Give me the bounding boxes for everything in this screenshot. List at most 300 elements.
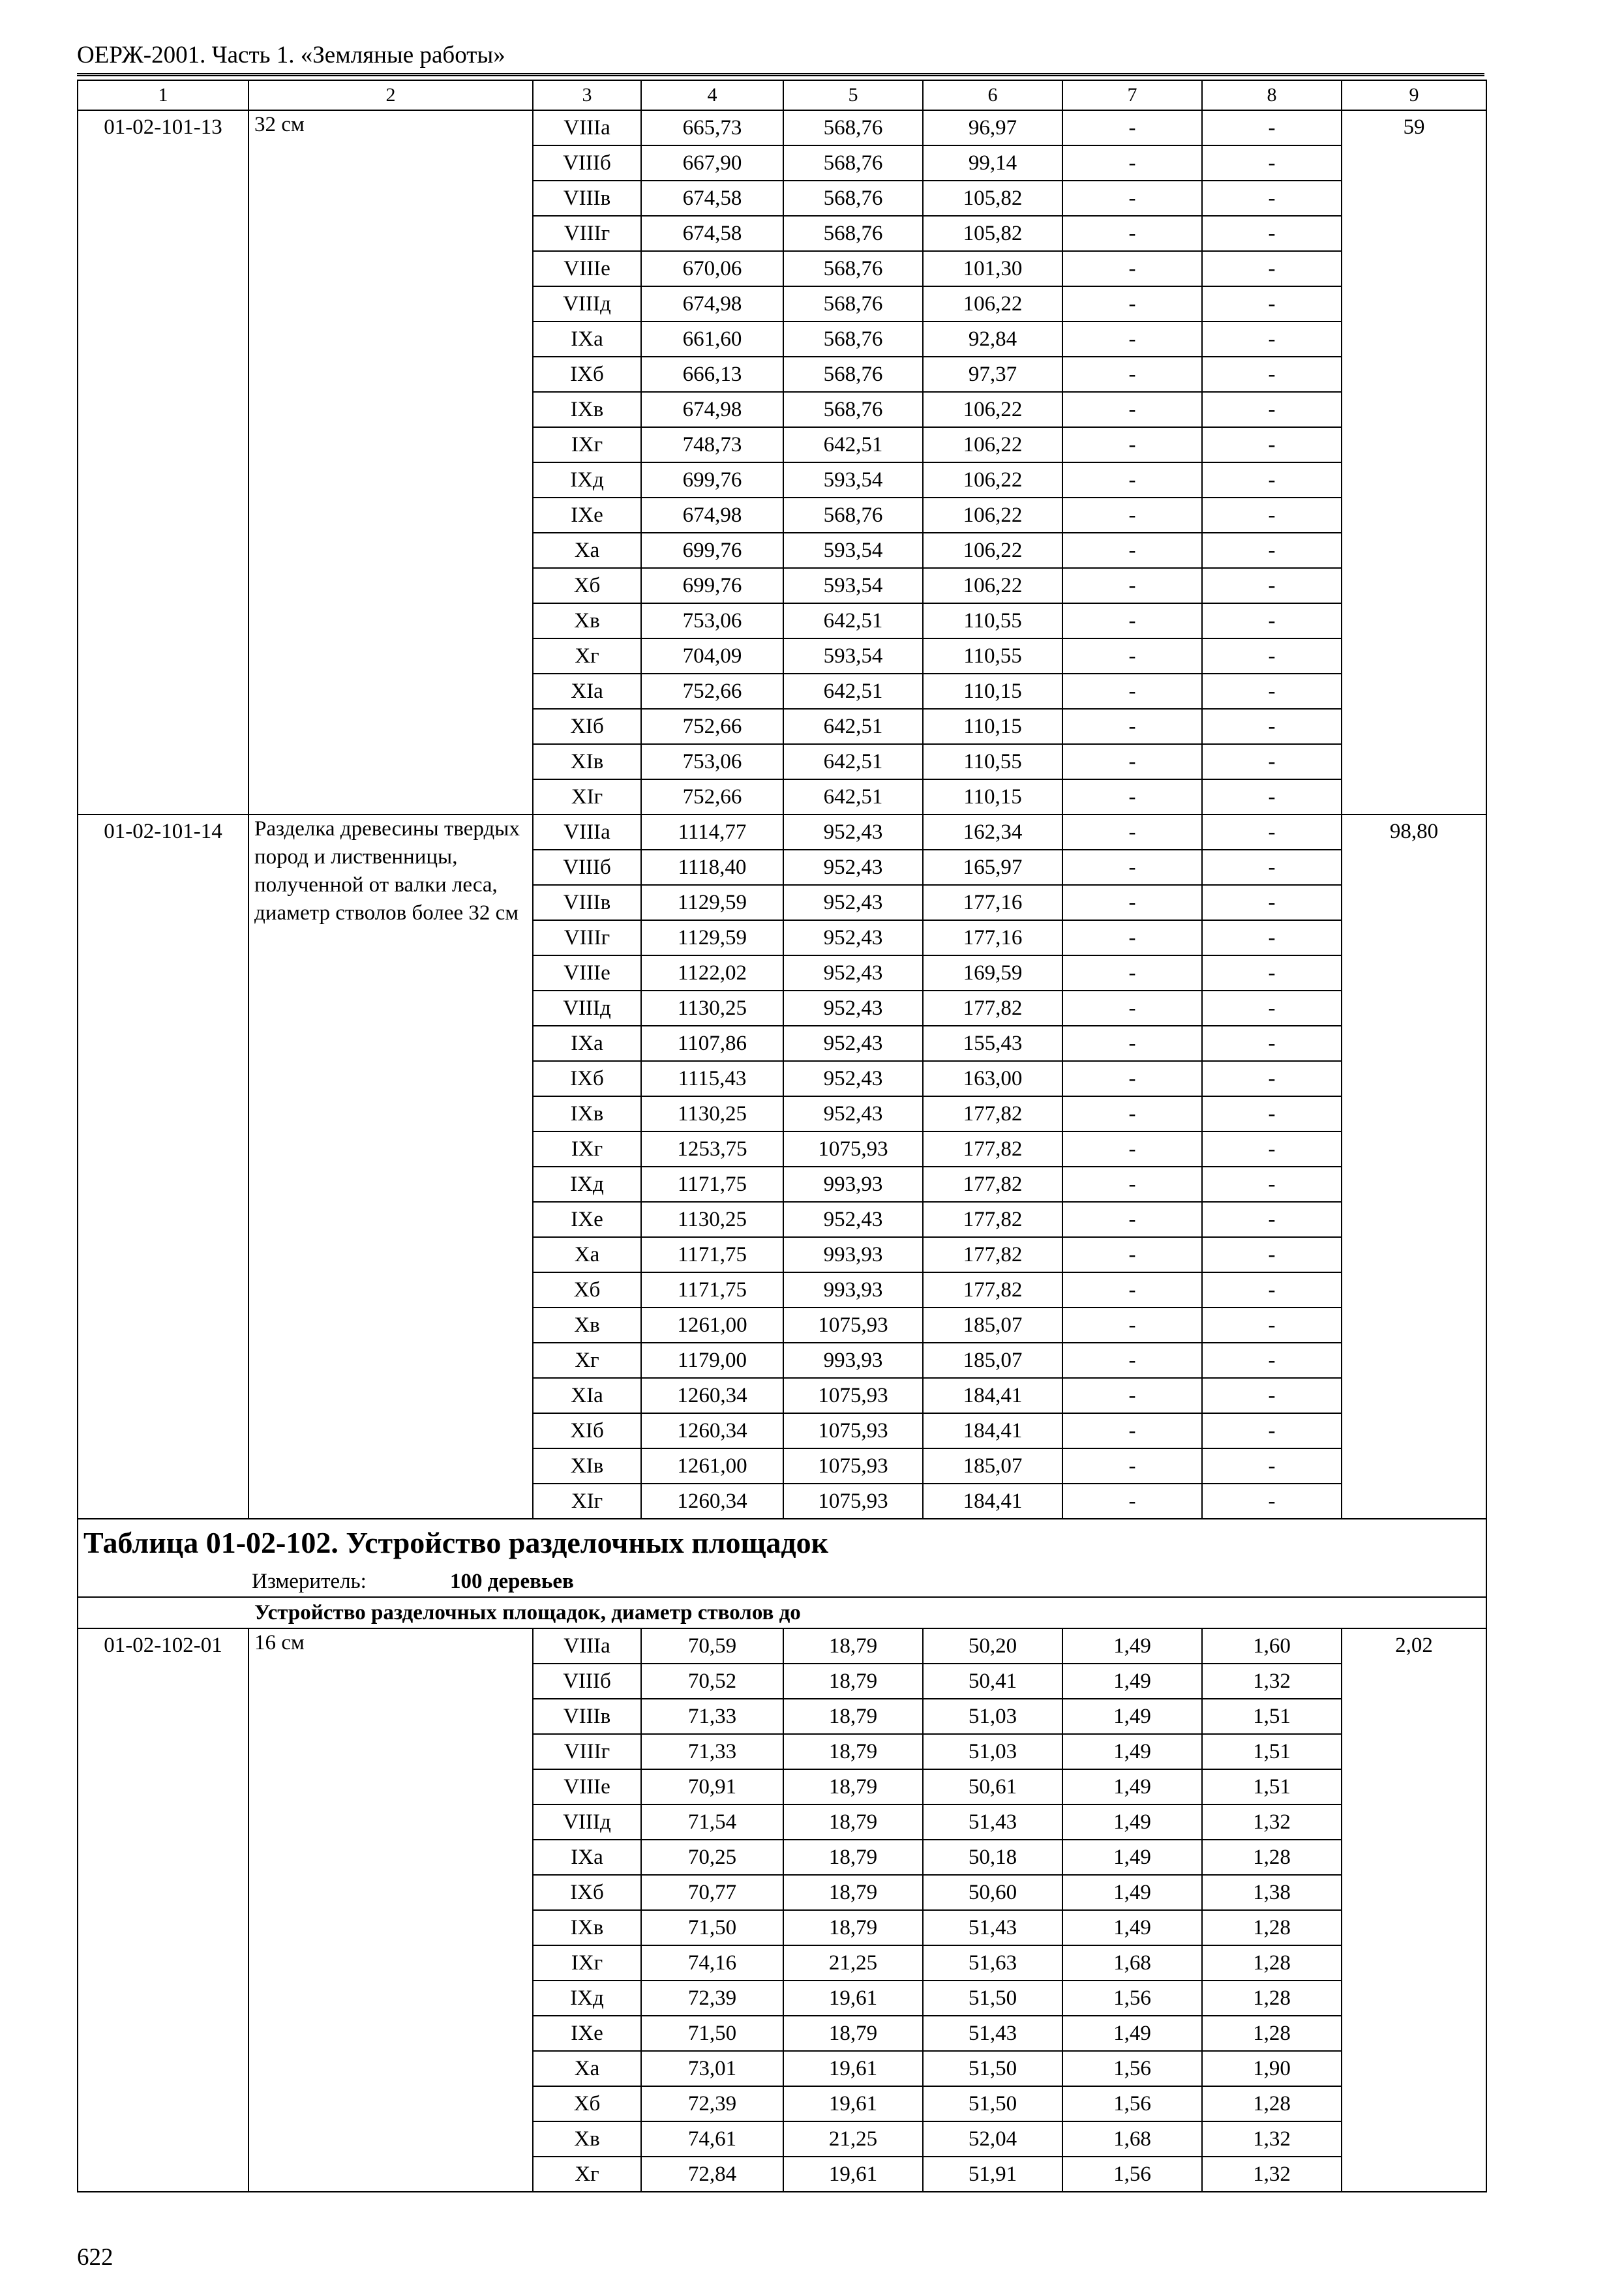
meter-cell (78, 1566, 1486, 1597)
machinist-wages: - (1062, 1131, 1202, 1167)
soil-group: VIIIе (533, 955, 641, 991)
materials: - (1202, 216, 1342, 251)
direct-costs: 670,06 (641, 251, 783, 286)
labor-wages: 1075,93 (783, 1378, 923, 1413)
machinist-wages: - (1062, 1308, 1202, 1343)
soil-group: VIIIб (533, 145, 641, 181)
machine-operation: 177,16 (923, 920, 1062, 955)
materials: - (1202, 991, 1342, 1026)
soil-group: IXа (533, 1840, 641, 1875)
machinist-wages: 1,56 (1062, 1981, 1202, 2016)
machinist-wages: - (1062, 815, 1202, 850)
labor-wages: 952,43 (783, 885, 923, 920)
machine-operation: 106,22 (923, 533, 1062, 568)
soil-group: Xб (533, 2086, 641, 2121)
soil-group: IXб (533, 1875, 641, 1910)
machine-operation: 51,63 (923, 1945, 1062, 1981)
soil-group: IXд (533, 1981, 641, 2016)
labor-wages: 18,79 (783, 1840, 923, 1875)
labor-wages: 19,61 (783, 2051, 923, 2086)
materials: - (1202, 533, 1342, 568)
soil-group: VIIIд (533, 286, 641, 322)
labor-wages: 593,54 (783, 533, 923, 568)
direct-costs: 1171,75 (641, 1272, 783, 1308)
machinist-wages: - (1062, 251, 1202, 286)
machine-operation: 51,43 (923, 2016, 1062, 2051)
materials: - (1202, 1448, 1342, 1484)
table-row (78, 1628, 1486, 1664)
machine-operation: 51,03 (923, 1699, 1062, 1734)
soil-group: VIIIд (533, 991, 641, 1026)
soil-group: IXг (533, 1131, 641, 1167)
machinist-wages: - (1062, 392, 1202, 427)
direct-costs: 674,98 (641, 286, 783, 322)
machine-operation: 106,22 (923, 427, 1062, 462)
machinist-wages: - (1062, 603, 1202, 638)
labor-wages: 642,51 (783, 674, 923, 709)
subheading: Устройство разделочных площадок, диаметр стволов до (78, 1597, 1486, 1628)
materials: - (1202, 286, 1342, 322)
soil-group: IXд (533, 1167, 641, 1202)
materials: 1,90 (1202, 2051, 1342, 2086)
direct-costs: 72,39 (641, 2086, 783, 2121)
direct-costs: 674,98 (641, 392, 783, 427)
materials: 1,32 (1202, 1804, 1342, 1840)
machine-operation: 155,43 (923, 1026, 1062, 1061)
soil-group: Xа (533, 1237, 641, 1272)
labor-wages: 1075,93 (783, 1484, 923, 1519)
materials: 1,28 (1202, 2016, 1342, 2051)
labor-wages: 568,76 (783, 357, 923, 392)
soil-group: IXе (533, 1202, 641, 1237)
machinist-wages: 1,49 (1062, 1628, 1202, 1664)
materials: - (1202, 603, 1342, 638)
norm-description: 32 см (248, 110, 533, 815)
direct-costs: 753,06 (641, 744, 783, 779)
machine-operation: 106,22 (923, 462, 1062, 498)
direct-costs: 1260,34 (641, 1413, 783, 1448)
machinist-wages: - (1062, 1167, 1202, 1202)
soil-group: IXб (533, 357, 641, 392)
labor-wages: 952,43 (783, 815, 923, 850)
machinist-wages: - (1062, 357, 1202, 392)
direct-costs: 699,76 (641, 462, 783, 498)
machine-operation: 50,41 (923, 1664, 1062, 1699)
machine-operation: 105,82 (923, 181, 1062, 216)
machinist-wages: - (1062, 638, 1202, 674)
machine-operation: 96,97 (923, 110, 1062, 145)
materials: - (1202, 955, 1342, 991)
soil-group: Xв (533, 603, 641, 638)
machine-operation: 106,22 (923, 498, 1062, 533)
machinist-wages: 1,56 (1062, 2051, 1202, 2086)
machine-operation: 50,60 (923, 1875, 1062, 1910)
subheading-row (78, 1597, 1486, 1628)
labor-wages: 21,25 (783, 2121, 923, 2157)
materials: - (1202, 181, 1342, 216)
soil-group: IXв (533, 1096, 641, 1131)
machinist-wages: - (1062, 1272, 1202, 1308)
soil-group: XIв (533, 744, 641, 779)
materials: - (1202, 850, 1342, 885)
column-number: 6 (923, 80, 1062, 110)
machinist-wages: - (1062, 110, 1202, 145)
labor-wages: 568,76 (783, 145, 923, 181)
column-number: 5 (783, 80, 923, 110)
meter-label: Измеритель: (252, 1570, 367, 1593)
machinist-wages: - (1062, 1413, 1202, 1448)
labor-wages: 642,51 (783, 744, 923, 779)
materials: - (1202, 1026, 1342, 1061)
machinist-wages: - (1062, 744, 1202, 779)
machinist-wages: 1,49 (1062, 1910, 1202, 1945)
direct-costs: 72,84 (641, 2157, 783, 2192)
machine-operation: 177,16 (923, 885, 1062, 920)
labor-cost: 98,80 (1342, 815, 1486, 1519)
direct-costs: 753,06 (641, 603, 783, 638)
materials: - (1202, 392, 1342, 427)
machinist-wages: - (1062, 181, 1202, 216)
direct-costs: 73,01 (641, 2051, 783, 2086)
labor-wages: 952,43 (783, 1096, 923, 1131)
machinist-wages: - (1062, 850, 1202, 885)
machinist-wages: - (1062, 1061, 1202, 1096)
direct-costs: 71,50 (641, 2016, 783, 2051)
soil-group: IXв (533, 392, 641, 427)
labor-wages: 18,79 (783, 1699, 923, 1734)
materials: 1,28 (1202, 1910, 1342, 1945)
materials: 1,28 (1202, 1945, 1342, 1981)
machine-operation: 110,55 (923, 603, 1062, 638)
machinist-wages: 1,49 (1062, 1699, 1202, 1734)
machine-operation: 185,07 (923, 1343, 1062, 1378)
materials: - (1202, 251, 1342, 286)
labor-wages: 952,43 (783, 955, 923, 991)
soil-group: XIг (533, 779, 641, 815)
machinist-wages: 1,49 (1062, 1769, 1202, 1804)
machinist-wages: - (1062, 674, 1202, 709)
soil-group: VIIIг (533, 216, 641, 251)
direct-costs: 70,59 (641, 1628, 783, 1664)
direct-costs: 666,13 (641, 357, 783, 392)
materials: 1,32 (1202, 2157, 1342, 2192)
column-number: 7 (1062, 80, 1202, 110)
machine-operation: 50,61 (923, 1769, 1062, 1804)
labor-wages: 18,79 (783, 1734, 923, 1769)
labor-cost: 59 (1342, 110, 1486, 815)
labor-wages: 18,79 (783, 1910, 923, 1945)
labor-wages: 568,76 (783, 286, 923, 322)
machine-operation: 177,82 (923, 1096, 1062, 1131)
machinist-wages: 1,49 (1062, 2016, 1202, 2051)
soil-group: XIа (533, 1378, 641, 1413)
materials: - (1202, 498, 1342, 533)
machine-operation: 106,22 (923, 392, 1062, 427)
machinist-wages: - (1062, 145, 1202, 181)
materials: - (1202, 744, 1342, 779)
direct-costs: 74,61 (641, 2121, 783, 2157)
soil-group: VIIIа (533, 110, 641, 145)
machinist-wages: - (1062, 779, 1202, 815)
materials: - (1202, 1131, 1342, 1167)
labor-wages: 952,43 (783, 1202, 923, 1237)
materials: - (1202, 462, 1342, 498)
column-number: 3 (533, 80, 641, 110)
materials: 1,28 (1202, 1981, 1342, 2016)
soil-group: VIIIа (533, 815, 641, 850)
direct-costs: 70,52 (641, 1664, 783, 1699)
materials: - (1202, 1484, 1342, 1519)
machine-operation: 101,30 (923, 251, 1062, 286)
column-number: 8 (1202, 80, 1342, 110)
direct-costs: 699,76 (641, 533, 783, 568)
machine-operation: 110,15 (923, 709, 1062, 744)
labor-wages: 952,43 (783, 991, 923, 1026)
machine-operation: 51,50 (923, 1981, 1062, 2016)
labor-wages: 568,76 (783, 216, 923, 251)
machinist-wages: - (1062, 709, 1202, 744)
materials: - (1202, 1096, 1342, 1131)
labor-wages: 952,43 (783, 1026, 923, 1061)
labor-wages: 568,76 (783, 110, 923, 145)
column-numbers-row (78, 80, 1486, 110)
direct-costs: 1129,59 (641, 920, 783, 955)
norm-code: 01-02-101-14 (78, 815, 248, 1519)
machine-operation: 51,91 (923, 2157, 1062, 2192)
direct-costs: 674,58 (641, 216, 783, 251)
materials: 1,28 (1202, 1840, 1342, 1875)
soil-group: IXе (533, 498, 641, 533)
materials: 1,32 (1202, 1664, 1342, 1699)
soil-group: IXа (533, 322, 641, 357)
machinist-wages: 1,49 (1062, 1804, 1202, 1840)
soil-group: VIIIв (533, 885, 641, 920)
materials: - (1202, 110, 1342, 145)
materials: 1,60 (1202, 1628, 1342, 1664)
direct-costs: 752,66 (641, 709, 783, 744)
materials: - (1202, 357, 1342, 392)
soil-group: VIIIв (533, 1699, 641, 1734)
direct-costs: 1130,25 (641, 1202, 783, 1237)
machinist-wages: - (1062, 920, 1202, 955)
labor-wages: 568,76 (783, 251, 923, 286)
soil-group: Xа (533, 533, 641, 568)
norm-code: 01-02-101-13 (78, 110, 248, 815)
labor-wages: 19,61 (783, 2157, 923, 2192)
materials: - (1202, 1308, 1342, 1343)
soil-group: IXа (533, 1026, 641, 1061)
soil-group: VIIIб (533, 850, 641, 885)
labor-wages: 18,79 (783, 2016, 923, 2051)
materials: 1,32 (1202, 2121, 1342, 2157)
soil-group: IXе (533, 2016, 641, 2051)
soil-group: IXг (533, 427, 641, 462)
labor-wages: 568,76 (783, 392, 923, 427)
materials: - (1202, 1378, 1342, 1413)
machinist-wages: 1,68 (1062, 1945, 1202, 1981)
labor-wages: 19,61 (783, 2086, 923, 2121)
machine-operation: 184,41 (923, 1378, 1062, 1413)
direct-costs: 752,66 (641, 779, 783, 815)
soil-group: Xг (533, 1343, 641, 1378)
direct-costs: 71,33 (641, 1734, 783, 1769)
machinist-wages: - (1062, 1237, 1202, 1272)
table-title: Таблица 01-02-102. Устройство разделочных площадок (78, 1519, 1486, 1566)
machine-operation: 105,82 (923, 216, 1062, 251)
soil-group: Xв (533, 2121, 641, 2157)
soil-group: Xб (533, 568, 641, 603)
materials: - (1202, 1413, 1342, 1448)
direct-costs: 1171,75 (641, 1167, 783, 1202)
soil-group: IXв (533, 1910, 641, 1945)
direct-costs: 71,33 (641, 1699, 783, 1734)
soil-group: VIIIб (533, 1664, 641, 1699)
materials: 1,38 (1202, 1875, 1342, 1910)
labor-wages: 593,54 (783, 638, 923, 674)
direct-costs: 665,73 (641, 110, 783, 145)
direct-costs: 1171,75 (641, 1237, 783, 1272)
machine-operation: 163,00 (923, 1061, 1062, 1096)
machine-operation: 185,07 (923, 1448, 1062, 1484)
labor-wages: 21,25 (783, 1945, 923, 1981)
soil-group: IXд (533, 462, 641, 498)
direct-costs: 74,16 (641, 1945, 783, 1981)
direct-costs: 1261,00 (641, 1308, 783, 1343)
machinist-wages: - (1062, 885, 1202, 920)
machine-operation: 177,82 (923, 991, 1062, 1026)
machine-operation: 177,82 (923, 1272, 1062, 1308)
labor-wages: 642,51 (783, 779, 923, 815)
materials: - (1202, 1272, 1342, 1308)
soil-group: VIIIе (533, 251, 641, 286)
table-row (78, 110, 1486, 145)
direct-costs: 1115,43 (641, 1061, 783, 1096)
soil-group: Xв (533, 1308, 641, 1343)
direct-costs: 748,73 (641, 427, 783, 462)
direct-costs: 1107,86 (641, 1026, 783, 1061)
labor-wages: 993,93 (783, 1343, 923, 1378)
soil-group: VIIIе (533, 1769, 641, 1804)
direct-costs: 72,39 (641, 1981, 783, 2016)
machine-operation: 110,15 (923, 779, 1062, 815)
materials: 1,51 (1202, 1699, 1342, 1734)
machine-operation: 99,14 (923, 145, 1062, 181)
direct-costs: 70,91 (641, 1769, 783, 1804)
machinist-wages: - (1062, 1343, 1202, 1378)
machinist-wages: - (1062, 991, 1202, 1026)
machine-operation: 177,82 (923, 1131, 1062, 1167)
machinist-wages: - (1062, 568, 1202, 603)
direct-costs: 704,09 (641, 638, 783, 674)
direct-costs: 71,54 (641, 1804, 783, 1840)
materials: - (1202, 779, 1342, 815)
machine-operation: 97,37 (923, 357, 1062, 392)
materials: - (1202, 1167, 1342, 1202)
machinist-wages: 1,49 (1062, 1664, 1202, 1699)
machine-operation: 162,34 (923, 815, 1062, 850)
machinist-wages: 1,56 (1062, 2086, 1202, 2121)
direct-costs: 752,66 (641, 674, 783, 709)
labor-wages: 993,93 (783, 1237, 923, 1272)
materials: - (1202, 885, 1342, 920)
labor-wages: 993,93 (783, 1167, 923, 1202)
machine-operation: 106,22 (923, 568, 1062, 603)
labor-wages: 18,79 (783, 1875, 923, 1910)
machine-operation: 106,22 (923, 286, 1062, 322)
materials: - (1202, 1061, 1342, 1096)
soil-group: VIIIа (533, 1628, 641, 1664)
column-number: 2 (248, 80, 533, 110)
direct-costs: 674,98 (641, 498, 783, 533)
direct-costs: 1260,34 (641, 1484, 783, 1519)
direct-costs: 70,25 (641, 1840, 783, 1875)
machine-operation: 110,55 (923, 744, 1062, 779)
direct-costs: 661,60 (641, 322, 783, 357)
labor-wages: 593,54 (783, 462, 923, 498)
soil-group: VIIIд (533, 1804, 641, 1840)
labor-wages: 1075,93 (783, 1131, 923, 1167)
labor-wages: 18,79 (783, 1769, 923, 1804)
materials: - (1202, 920, 1342, 955)
machine-operation: 169,59 (923, 955, 1062, 991)
machinist-wages: - (1062, 1096, 1202, 1131)
column-number: 9 (1342, 80, 1486, 110)
price-table (77, 80, 1487, 2192)
labor-wages: 952,43 (783, 850, 923, 885)
labor-wages: 1075,93 (783, 1308, 923, 1343)
soil-group: XIг (533, 1484, 641, 1519)
materials: - (1202, 145, 1342, 181)
soil-group: VIIIг (533, 1734, 641, 1769)
machine-operation: 50,18 (923, 1840, 1062, 1875)
soil-group: VIIIв (533, 181, 641, 216)
soil-group: XIа (533, 674, 641, 709)
labor-wages: 593,54 (783, 568, 923, 603)
soil-group: Xг (533, 638, 641, 674)
soil-group: XIб (533, 1413, 641, 1448)
materials: - (1202, 674, 1342, 709)
direct-costs: 699,76 (641, 568, 783, 603)
labor-wages: 568,76 (783, 498, 923, 533)
machine-operation: 51,50 (923, 2086, 1062, 2121)
labor-wages: 993,93 (783, 1272, 923, 1308)
labor-cost: 2,02 (1342, 1628, 1486, 2192)
machine-operation: 165,97 (923, 850, 1062, 885)
materials: - (1202, 568, 1342, 603)
machine-operation: 177,82 (923, 1167, 1062, 1202)
machinist-wages: 1,49 (1062, 1875, 1202, 1910)
direct-costs: 1130,25 (641, 991, 783, 1026)
direct-costs: 1114,77 (641, 815, 783, 850)
direct-costs: 1260,34 (641, 1378, 783, 1413)
norm-code: 01-02-102-01 (78, 1628, 248, 2192)
machinist-wages: - (1062, 1378, 1202, 1413)
column-number: 1 (78, 80, 248, 110)
materials: - (1202, 709, 1342, 744)
machine-operation: 177,82 (923, 1237, 1062, 1272)
materials: - (1202, 1237, 1342, 1272)
materials: 1,51 (1202, 1769, 1342, 1804)
machinist-wages: - (1062, 955, 1202, 991)
direct-costs: 1130,25 (641, 1096, 783, 1131)
labor-wages: 568,76 (783, 181, 923, 216)
labor-wages: 952,43 (783, 920, 923, 955)
machinist-wages: 1,49 (1062, 1840, 1202, 1875)
materials: - (1202, 427, 1342, 462)
direct-costs: 1253,75 (641, 1131, 783, 1167)
labor-wages: 568,76 (783, 322, 923, 357)
labor-wages: 18,79 (783, 1664, 923, 1699)
